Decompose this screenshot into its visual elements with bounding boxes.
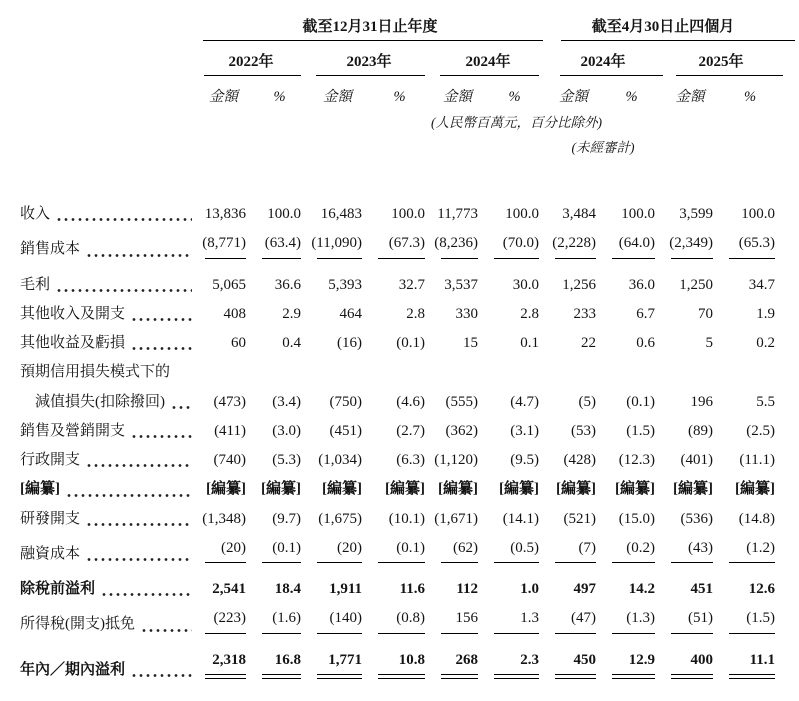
row-label-text: 其他收益及虧損 (20, 335, 126, 351)
amount-cell: (1,120) (434, 452, 478, 468)
pct-cell: (3.1) (510, 422, 540, 439)
pct-cell: 100.0 (621, 206, 656, 222)
amount-cell: (20) (307, 529, 368, 564)
pct-cell: 100.0 (741, 206, 776, 222)
pct-cell: 2.9 (282, 305, 301, 322)
amount-cell (661, 353, 719, 382)
table-header (20, 10, 781, 156)
period-label: 截至4月30日止四個月 (591, 19, 735, 35)
table-row (20, 470, 781, 499)
row-label-text: 減值損失(扣除撥回) (35, 393, 165, 410)
amount-cell: (521) (563, 510, 597, 527)
amount-cell: (11,090) (307, 224, 368, 259)
pct-cell: [編纂] (385, 481, 425, 498)
pct-cell: [編纂] (615, 481, 656, 498)
table-row (20, 324, 781, 353)
table-row (20, 295, 781, 324)
pct-cell: (0.2) (602, 529, 661, 564)
amount-cell: 450 (545, 635, 602, 681)
row-label (20, 500, 195, 529)
dot-leader (57, 288, 192, 293)
amount-cell: (16) (337, 335, 362, 351)
corner-cell (20, 41, 195, 76)
pct-cell: (9.5) (510, 452, 540, 468)
pct-cell: (11.1) (739, 452, 776, 468)
pct-cell: (0.1) (396, 335, 425, 351)
row-label-text: 其他收入及開支 (20, 305, 126, 322)
amount-cell: (20) (195, 529, 252, 564)
dot-leader (142, 628, 192, 633)
pct-cell: (0.1) (368, 529, 431, 564)
amount-cell: 13,836 (204, 206, 246, 222)
row-label (20, 529, 195, 564)
pct-cell: 100.0 (267, 206, 301, 222)
year-label: 2022年 (228, 54, 274, 70)
amount-cell: [編纂] (438, 481, 478, 498)
pct-cell: (0.5) (484, 529, 545, 564)
row-label-text: 銷售成本 (20, 241, 81, 258)
pct-cell: 11.1 (719, 635, 781, 681)
amount-cell: 1,256 (562, 276, 597, 293)
pct-cell: 11.6 (399, 581, 425, 597)
pct-cell: 6.7 (636, 305, 656, 322)
row-label (20, 564, 195, 599)
dot-leader (87, 557, 192, 562)
amount-cell: (411) (214, 422, 246, 439)
pct-cell: (0.1) (626, 393, 656, 410)
table-row (20, 224, 781, 259)
pct-cell: 1.3 (484, 599, 545, 634)
pct-cell: 0.1 (520, 335, 540, 351)
dot-leader (132, 317, 192, 322)
amount-cell: 5,065 (212, 276, 246, 293)
pct-cell: (65.3) (719, 224, 781, 259)
amount-cell: (7) (545, 529, 602, 564)
pct-cell (602, 353, 661, 382)
pct-cell: [編纂] (735, 481, 776, 498)
amount-cell: (89) (688, 422, 714, 439)
unaudited-note-row (20, 131, 781, 156)
table-row (20, 529, 781, 564)
dot-leader (67, 493, 192, 498)
amount-cell (195, 353, 252, 382)
row-label-text: 銷售及營銷開支 (20, 422, 126, 439)
amount-cell: 112 (456, 581, 478, 597)
amount-cell: 1,771 (307, 635, 368, 681)
dot-leader (172, 405, 192, 410)
amount-cell: 3,599 (679, 206, 714, 222)
amount-cell: 22 (581, 335, 597, 351)
amount-cell: 1,911 (329, 581, 362, 597)
amount-cell (307, 353, 368, 382)
pct-cell: (64.0) (602, 224, 661, 259)
amount-cell: (428) (563, 452, 597, 468)
amount-cell: 1,250 (679, 276, 714, 293)
pct-cell: (67.3) (368, 224, 431, 259)
table-row (20, 383, 781, 412)
amount-cell: 70 (698, 305, 714, 322)
pct-cell: (3.0) (272, 422, 301, 439)
table-row (20, 156, 781, 224)
pct-cell: 2.8 (520, 305, 540, 322)
pct-cell: (2.7) (396, 422, 425, 439)
year-header (661, 41, 781, 76)
row-label (20, 470, 195, 499)
dot-leader (102, 592, 192, 597)
pct-cell: 2.3 (484, 635, 545, 681)
amount-cell: 3,537 (444, 276, 478, 293)
pct-cell: (63.4) (252, 224, 307, 259)
year-label: 2024年 (465, 54, 511, 70)
row-label-text: 預期信用損失模式下的 (20, 364, 171, 381)
amount-cell: (47) (545, 599, 602, 634)
period-header-row (20, 10, 781, 41)
pct-cell: 16.8 (252, 635, 307, 681)
amount-cell: (5) (578, 393, 597, 410)
pct-cell: 5.5 (756, 393, 776, 410)
amount-cell: 400 (661, 635, 719, 681)
row-label (20, 156, 195, 224)
amount-cell: 196 (690, 393, 714, 410)
row-label (20, 295, 195, 324)
amount-cell: (51) (661, 599, 719, 634)
amount-cell: 3,484 (562, 206, 597, 222)
pct-cell (719, 353, 781, 382)
pct-cell: 0.4 (282, 335, 301, 351)
amount-cell: (451) (329, 422, 362, 439)
year-label: 2024年 (580, 54, 626, 70)
pct-subheader: % (508, 89, 521, 105)
row-label-text: 融資成本 (20, 545, 81, 562)
pct-cell: (5.3) (272, 452, 301, 468)
pct-cell: (14.8) (738, 510, 776, 527)
table-row (20, 260, 781, 295)
amount-cell: 15 (463, 335, 478, 351)
row-label (20, 599, 195, 634)
row-label (20, 412, 195, 441)
pct-cell: 18.4 (274, 581, 301, 597)
pct-cell: (1.6) (252, 599, 307, 634)
amount-cell: (43) (661, 529, 719, 564)
amount-cell: (1,348) (202, 510, 246, 527)
pct-cell: 36.0 (628, 276, 656, 293)
pct-cell (484, 353, 545, 382)
amount-cell: (140) (307, 599, 368, 634)
pct-cell: (10.1) (388, 510, 425, 527)
table-row (20, 500, 781, 529)
year-header (307, 41, 431, 76)
pct-cell: 10.8 (368, 635, 431, 681)
year-header (431, 41, 545, 76)
amount-cell: [編纂] (673, 481, 714, 498)
row-label-text: 年內／期內溢利 (20, 661, 126, 678)
unit-note-row (20, 106, 781, 131)
amount-cell: 233 (573, 305, 597, 322)
amount-cell: 497 (573, 581, 597, 597)
pct-cell: (1.2) (719, 529, 781, 564)
amount-cell: 60 (231, 335, 246, 351)
unit-note: (人民幣百萬元，百分比除外) (431, 115, 602, 130)
amount-cell: (2,349) (661, 224, 719, 259)
amount-subheader: 金額 (675, 89, 705, 105)
amount-cell: 16,483 (320, 206, 362, 222)
pct-cell: 100.0 (391, 206, 425, 222)
pct-cell: (15.0) (618, 510, 656, 527)
pct-cell: (12.3) (618, 452, 656, 468)
pct-cell: (0.8) (368, 599, 431, 634)
amount-cell: (740) (213, 452, 246, 468)
amount-cell: (362) (445, 422, 478, 439)
table-row (20, 564, 781, 599)
year-label: 2023年 (346, 54, 392, 70)
row-label-text: [編纂] (20, 481, 60, 498)
pct-cell: (1.3) (602, 599, 661, 634)
dot-leader (132, 673, 192, 678)
pct-cell: 2.8 (406, 305, 425, 322)
amount-cell: 408 (223, 305, 246, 322)
pct-cell: (3.4) (272, 393, 301, 410)
table-row (20, 599, 781, 634)
row-label (20, 224, 195, 259)
row-label-text: 除稅前溢利 (20, 581, 96, 597)
pct-cell: [編纂] (499, 481, 540, 498)
subheader-row (20, 76, 781, 106)
dot-leader (132, 346, 192, 351)
amount-cell: 268 (431, 635, 484, 681)
amount-cell: 2,541 (212, 581, 246, 597)
unaudited-note: (未經審計) (571, 140, 635, 155)
row-label (20, 353, 195, 382)
pct-cell: 30.0 (512, 276, 540, 293)
corner-cell (20, 76, 195, 106)
period-header-annual (195, 10, 545, 41)
row-label (20, 441, 195, 470)
pct-cell: (1.5) (719, 599, 781, 634)
amount-cell: 156 (431, 599, 484, 634)
dot-leader (87, 463, 192, 468)
pct-cell: (14.1) (502, 510, 540, 527)
pct-subheader: % (625, 89, 638, 105)
pct-cell: [編纂] (261, 481, 301, 498)
pct-cell: 100.0 (505, 206, 540, 222)
amount-cell: (1,675) (318, 510, 362, 527)
pct-cell: (0.1) (252, 529, 307, 564)
row-label-text: 研發開支 (20, 510, 81, 527)
income-statement-table (20, 10, 781, 680)
amount-subheader: 金額 (559, 89, 589, 105)
dot-leader (57, 217, 192, 222)
row-label (20, 260, 195, 295)
year-header (545, 41, 661, 76)
amount-cell: (401) (680, 452, 714, 468)
amount-cell: (555) (445, 393, 478, 410)
amount-cell: (62) (431, 529, 484, 564)
pct-cell: (1.5) (626, 422, 656, 439)
year-header-row (20, 41, 781, 76)
pct-cell: 0.6 (636, 335, 656, 351)
pct-cell (252, 353, 307, 382)
amount-cell: 5,393 (328, 276, 362, 293)
pct-cell: (2.5) (746, 422, 776, 439)
pct-subheader: % (393, 89, 406, 105)
pct-cell: 12.9 (602, 635, 661, 681)
amount-cell: (1,034) (318, 452, 362, 468)
table-row (20, 635, 781, 681)
amount-cell: (536) (680, 510, 714, 527)
year-label: 2025年 (698, 54, 744, 70)
period-label: 截至12月31日止年度 (302, 19, 438, 35)
pct-cell: 36.6 (274, 276, 301, 293)
amount-cell: 11,773 (437, 206, 478, 222)
amount-cell: (750) (329, 393, 362, 410)
row-label-text: 所得稅(開支)抵免 (20, 616, 135, 633)
pct-cell: 32.7 (398, 276, 425, 293)
row-label-text: 行政開支 (20, 452, 81, 468)
row-label (20, 383, 195, 412)
amount-subheader: 金額 (323, 89, 352, 105)
amount-cell: 330 (455, 305, 478, 322)
table-row (20, 412, 781, 441)
pct-subheader: % (743, 89, 757, 105)
amount-cell: [編纂] (322, 481, 362, 498)
pct-cell: 34.7 (748, 276, 776, 293)
amount-cell: [編纂] (556, 481, 597, 498)
amount-cell: 2,318 (195, 635, 252, 681)
amount-cell: 5 (705, 335, 714, 351)
pct-cell: (6.3) (396, 452, 425, 468)
row-label (20, 635, 195, 681)
pct-cell: 1.9 (756, 305, 776, 322)
corner-cell (20, 10, 195, 41)
period-header-fourmonth (545, 10, 781, 41)
amount-subheader: 金額 (209, 89, 238, 105)
table-row (20, 441, 781, 470)
amount-cell (545, 353, 602, 382)
amount-cell: (53) (571, 422, 597, 439)
row-label-text: 收入 (20, 206, 51, 222)
amount-cell: (223) (195, 599, 252, 634)
amount-cell: (473) (213, 393, 246, 410)
pct-cell: 12.6 (748, 581, 776, 597)
pct-cell: 0.2 (756, 335, 776, 351)
pct-cell: (4.6) (396, 393, 425, 410)
dot-leader (132, 434, 192, 439)
amount-subheader: 金額 (443, 89, 472, 105)
pct-cell: 14.2 (628, 581, 656, 597)
amount-cell: 451 (690, 581, 714, 597)
pct-cell: (70.0) (484, 224, 545, 259)
amount-cell: (1,671) (434, 510, 478, 527)
pct-cell: (4.7) (510, 393, 540, 410)
dot-leader (87, 522, 192, 527)
amount-cell (431, 353, 484, 382)
row-label (20, 324, 195, 353)
amount-cell: 464 (339, 305, 362, 322)
pct-cell: 1.0 (520, 581, 540, 597)
pct-cell (368, 353, 431, 382)
amount-cell: (2,228) (545, 224, 602, 259)
year-header (195, 41, 307, 76)
amount-cell: [編纂] (206, 481, 246, 498)
dot-leader (87, 253, 192, 258)
table-row (20, 353, 781, 382)
amount-cell: (8,771) (195, 224, 252, 259)
amount-cell: (8,236) (431, 224, 484, 259)
row-label-text: 毛利 (20, 276, 51, 293)
pct-subheader: % (273, 89, 286, 105)
table-body (20, 156, 781, 680)
pct-cell: (9.7) (272, 510, 301, 527)
